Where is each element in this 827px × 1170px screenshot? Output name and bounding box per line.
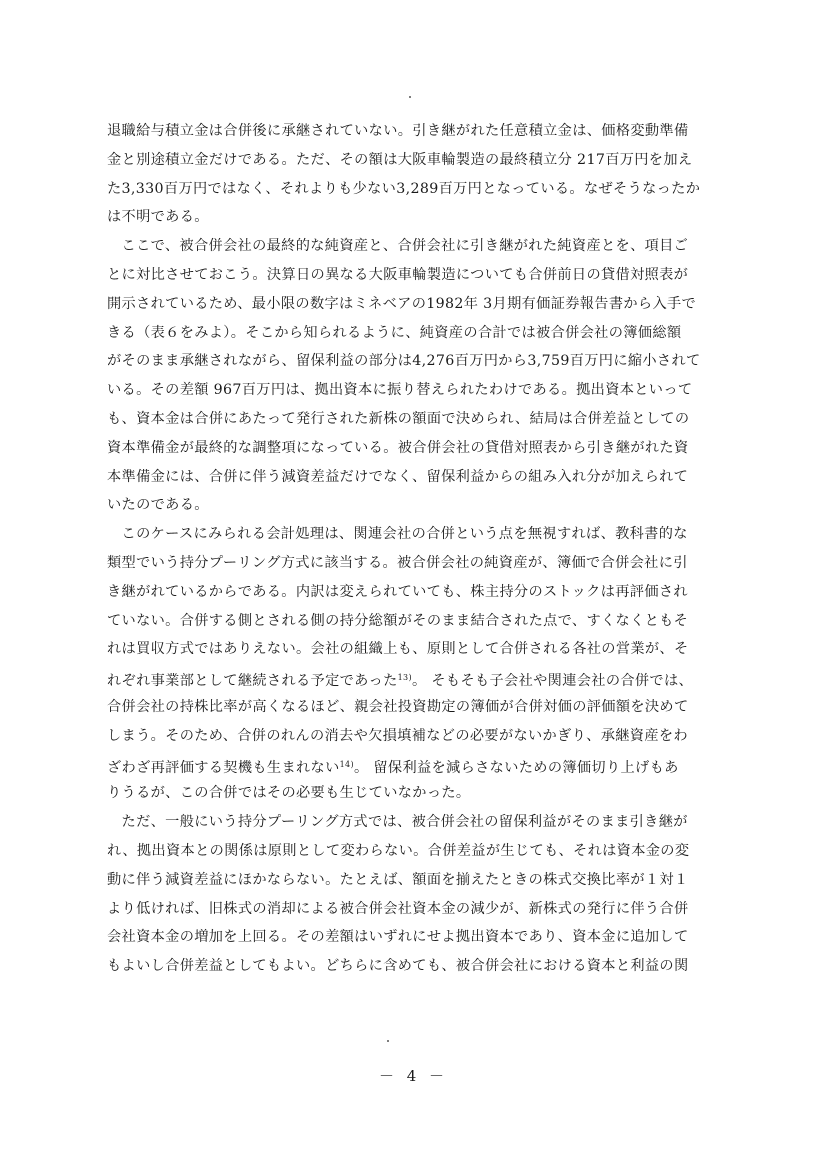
text-line: ここで、被合併会社の最終的な純資産と、合併会社に引き継がれた純資産とを、項目ご	[107, 238, 689, 255]
paragraph-1	[107, 117, 737, 232]
text-line: 動に伴う減資差益にほかならない。たとえば、額面を揃えたときの株式交換比率が１対１	[107, 871, 689, 888]
scan-mark	[387, 1040, 389, 1042]
text-line: 金と別途積立金だけである。ただ、その額は大阪車輪製造の最終積立分 217百万円を加え	[107, 151, 693, 168]
page-number: － 4 －	[378, 1067, 449, 1085]
text-segment: 。 そもそも子会社や関連会社の合併では、	[411, 673, 694, 690]
text-line-with-footnote	[107, 664, 737, 693]
text-line: もよいし合併差益としてもよい。どちらに含めても、被合併会社における資本と利益の関	[107, 958, 689, 975]
text-line: 退職給与積立金は合併後に承継されていない。引き継がれた任意積立金は、価格変動準備	[107, 123, 689, 139]
text-segment: ざわざ再評価する契機も生まれない	[107, 759, 340, 776]
text-line: しまう。そのため、合併のれんの消去や欠損填補などの必要がないかぎり、承継資産をわ	[107, 727, 688, 744]
paragraph-4	[107, 808, 737, 981]
text-line: 本準備金には、合併に伴う減資差益だけでなく、留保利益からの組み入れ分が加えられて	[107, 468, 689, 485]
text-line: た3,330百万円ではなく、それよりも少ない3,289百万円となっている。なぜそうなったか	[107, 180, 701, 197]
text-line: 会社資本金の増加を上回る。その差額はいずれにせよ拠出資本であり、資本金に追加して	[107, 929, 689, 946]
paragraph-2	[107, 232, 737, 520]
text-line: 類型でいう持分プーリング方式に該当する。被合併会社の純資産が、簿価で合併会社に引	[107, 554, 688, 571]
text-line: より低ければ、旧株式の消却による被合併会社資本金の減少が、新株式の発行に伴う合併	[107, 900, 689, 917]
text-line: ただ、一般にいう持分プーリング方式では、被合併会社の留保利益がそのまま引き継が	[107, 814, 688, 831]
text-line: いる。その差額 967百万円は、拠出資本に振り替えられたわけである。拠出資本といって	[107, 382, 693, 399]
text-line: 資本準備金が最終的な調整項になっている。被合併会社の貸借対照表から引き継がれた資	[107, 439, 689, 456]
text-line: 開示されているため、最小限の数字はミネベアの1982年 3月期有価証券報告書から入手で	[107, 295, 697, 312]
text-line: ていない。合併する側とされる側の持分総額がそのまま結合された点で、すくなくともそ	[107, 612, 689, 629]
text-line: いたのである。	[107, 497, 209, 514]
text-line: れは買収方式ではありえない。会社の組織上も、原則として合併される各社の営業が、そ	[107, 641, 689, 658]
footnote-reference: 13)	[397, 673, 412, 683]
footnote-reference: 14)	[339, 759, 354, 769]
body-text	[107, 117, 737, 981]
text-segment: 。 留保利益を減らさないための簿価切り上げもあ	[353, 759, 679, 776]
text-line: きる（表６をみよ）。そこから知られるように、純資産の合計では被合併会社の簿価総額	[107, 324, 682, 341]
text-line: は不明である。	[107, 209, 209, 226]
scan-mark	[409, 96, 411, 98]
text-line: このケースにみられる会計処理は、関連会社の合併という点を無視すれば、教科書的な	[107, 526, 688, 543]
text-line: き継がれているからである。内訳は変えられていても、株主持分のストックは再評価され	[107, 583, 688, 600]
text-segment: れぞれ事業部として継続される予定であった	[107, 673, 398, 690]
text-line: 合併会社の持株比率が高くなるほど、親会社投資勘定の簿価が合併対価の評価額を決めて	[107, 698, 689, 715]
text-line: りうるが、この合併ではその必要も生じていなかった。	[107, 785, 471, 802]
paragraph-3	[107, 520, 737, 808]
text-line: も、資本金は合併にあたって発行された新株の額面で決められ、結局は合併差益としての	[107, 410, 690, 427]
text-line: れ、拠出資本との関係は原則として変わらない。合併差益が生じても、それは資本金の変	[107, 842, 690, 859]
text-line: がそのまま承継されながら、留保利益の部分は4,276百万円から3,759百万円に縮小されて	[107, 353, 701, 370]
text-line: とに対比させておこう。決算日の異なる大阪車輪製造についても合併前日の貸借対照表が	[107, 266, 689, 283]
text-line-with-footnote	[107, 751, 737, 780]
